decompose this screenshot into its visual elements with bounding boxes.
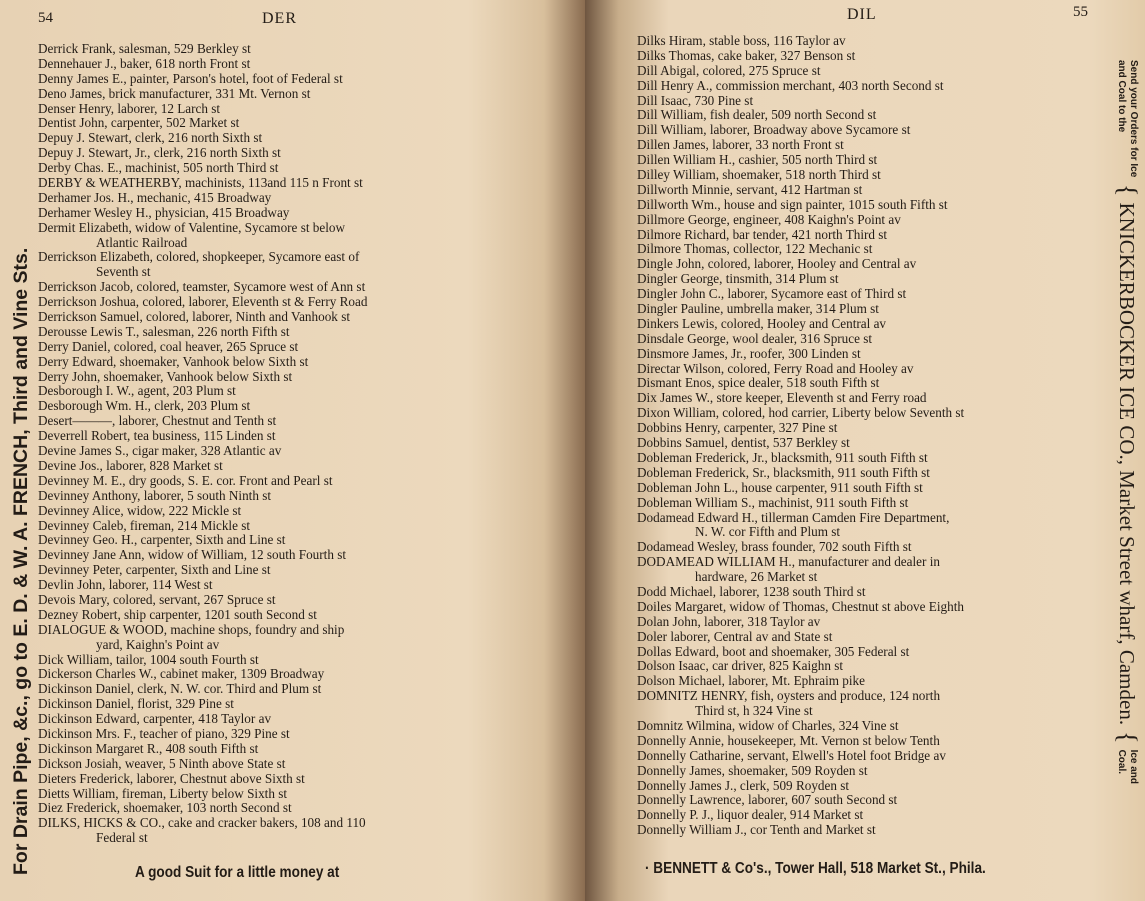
entry-line: Dill Isaac, 730 Pine st [637, 92, 754, 108]
entry-line: Devinney Peter, carpenter, Sixth and Line st [38, 562, 271, 578]
entry-line: Dickerson Charles W., cabinet maker, 1309 Broadway [38, 666, 325, 682]
entry-line: hardware, 26 Market st [695, 569, 818, 585]
entry-line: Dilmore Richard, bar tender, 421 north Third st [637, 226, 888, 242]
entry-line: Dickinson Daniel, clerk, N. W. cor. Third and Plum st [38, 681, 322, 697]
entry-line: Third st, h 324 Vine st [695, 703, 813, 719]
entry-line: Devinney Geo. H., carpenter, Sixth and Line st [38, 532, 286, 548]
entry-line: Dickinson Edward, carpenter, 418 Taylor av [38, 711, 272, 727]
brace-icon: { [1113, 731, 1142, 744]
entry-line: Donnelly P. J., liquor dealer, 914 Market st [637, 807, 864, 823]
entry-line: Desborough Wm. H., clerk, 203 Plum st [38, 398, 251, 414]
entry-line: Desert———, laborer, Chestnut and Tenth st [38, 413, 277, 429]
entry-line: Dilks Thomas, cake baker, 327 Benson st [637, 47, 856, 63]
entry-line: Dickinson Margaret R., 408 south Fifth st [38, 740, 259, 756]
entry-line: Dollas Edward, boot and shoemaker, 305 Federal st [637, 643, 910, 659]
side-advertisement [1112, 60, 1142, 792]
entry-line: Dill Abigal, colored, 275 Spruce st [637, 62, 821, 78]
entry-line: Denny James E., painter, Parson's hotel, foot of Federal st [38, 70, 343, 86]
page-number: 54 [38, 10, 53, 26]
entry-line: DILKS, HICKS & CO., cake and cracker bakers, 108 and 110 [38, 815, 366, 831]
entry-line: Diez Frederick, shoemaker, 103 north Second st [38, 800, 292, 816]
entry-line: Deno James, brick manufacturer, 331 Mt. Vernon st [38, 85, 311, 101]
entry-line: DIALOGUE & WOOD, machine shops, foundry and ship [38, 621, 345, 637]
entry-line: Dinsdale George, wool dealer, 316 Spruce st [637, 330, 873, 346]
entry-line: Dillen William H., cashier, 505 north Third st [637, 152, 878, 168]
entry-line: Dentist John, carpenter, 502 Market st [38, 115, 240, 131]
entry-line: Dinkers Lewis, colored, Hooley and Central av [637, 315, 887, 331]
entry-line: yard, Kaighn's Point av [96, 636, 220, 652]
entry-line: Dingler Pauline, umbrella maker, 314 Plum st [637, 301, 879, 317]
entry-line: Dingler George, tinsmith, 314 Plum st [637, 271, 839, 287]
entry-line: Dermit Elizabeth, widow of Valentine, Sycamore st below [38, 219, 346, 235]
entry-line: Dietts William, fireman, Liberty below Sixth st [38, 785, 288, 801]
entry-line: Directar Wilson, colored, Ferry Road and Hooley av [637, 360, 914, 376]
directory-entries [637, 34, 964, 838]
entry-line: Devine Jos., laborer, 828 Market st [38, 457, 223, 473]
page-number: 55 [1073, 4, 1088, 20]
entry-line: Dillmore George, engineer, 408 Kaighn's Point av [637, 211, 901, 227]
entry-line: Devinney Jane Ann, widow of William, 12 south Fourth st [38, 547, 347, 563]
entry-line: Derrickson Elizabeth, colored, shopkeeper, Sycamore east of [38, 249, 360, 265]
entry-line: Dill William, laborer, Broadway above Sycamore st [637, 122, 911, 138]
entry-line: Derrickson Jacob, colored, teamster, Sycamore west of Ann st [38, 279, 366, 295]
entry-line: DOMNITZ HENRY, fish, oysters and produce, 124 north [637, 688, 941, 704]
entry-line: Federal st [96, 830, 148, 846]
side-ad-main-text: KNICKERBOCKER ICE CO., Market Street wharf, Camden. [1115, 202, 1140, 726]
entry-line: Devlin John, laborer, 114 West st [38, 577, 213, 593]
entry-line: N. W. cor Fifth and Plum st [695, 524, 841, 540]
entry-line: DERBY & WEATHERBY, machinists, 113and 115 n Front st [38, 175, 363, 191]
entry-line: Devinney Caleb, fireman, 214 Mickle st [38, 517, 251, 533]
entry-line: Domnitz Wilmina, widow of Charles, 324 Vine st [637, 717, 899, 733]
entry-line: Dingle John, colored, laborer, Hooley and Central av [637, 256, 917, 272]
entry-line: Dolson Isaac, car driver, 825 Kaighn st [637, 658, 844, 674]
footer-advertisement: A good Suit for a little money at [135, 864, 340, 881]
entry-line: Dickson Josiah, weaver, 5 Ninth above State st [38, 755, 286, 771]
entry-line: Dezney Robert, ship carpenter, 1201 south Second st [38, 606, 317, 622]
entry-line: Dennehauer J., baker, 618 north Front st [38, 55, 251, 71]
entry-line: Derrickson Samuel, colored, laborer, Ninth and Vanhook st [38, 309, 350, 325]
entry-line: Dilks Hiram, stable boss, 116 Taylor av [637, 33, 846, 48]
entry-line: Dinsmore James, Jr., roofer, 300 Linden st [637, 345, 861, 361]
entry-line: Dobbins Henry, carpenter, 327 Pine st [637, 420, 838, 436]
entry-line: DODAMEAD WILLIAM H., manufacturer and dealer in [637, 554, 940, 570]
right-page [585, 0, 1145, 901]
side-ad-small-text: Send your Orders for Ice and Coal to the [1116, 60, 1139, 178]
entry-line: Dodamead Wesley, brass founder, 702 south Fifth st [637, 539, 912, 555]
entry-line: Dill William, fish dealer, 509 north Second st [637, 107, 877, 123]
entry-line: Donnelly Catharine, servant, Elwell's Hotel foot Bridge av [637, 747, 946, 763]
entry-line: Donnelly James J., clerk, 509 Royden st [637, 777, 850, 793]
entry-line: Devois Mary, colored, servant, 267 Spruce st [38, 591, 276, 607]
entry-line: Dismant Enos, spice dealer, 518 south Fifth st [637, 375, 880, 391]
entry-line: Derhamer Jos. H., mechanic, 415 Broadway [38, 189, 272, 205]
entry-line: Dobleman John L., house carpenter, 911 south Fifth st [637, 479, 923, 495]
entry-line: Devine James S., cigar maker, 328 Atlantic av [38, 443, 282, 459]
entry-line: Donnelly Annie, housekeeper, Mt. Vernon st below Tenth [637, 732, 940, 748]
side-advertisement: For Drain Pipe, &c., go to E. D. & W. A. FRENCH, Third and Vine Sts. [10, 247, 32, 875]
footer-advertisement: · BENNETT & Co's., Tower Hall, 518 Market St., Phila. [645, 860, 986, 877]
entry-line: Donnelly William J., cor Tenth and Market st [637, 822, 876, 838]
entry-line: Derhamer Wesley H., physician, 415 Broadway [38, 204, 290, 220]
entry-line: Derry Edward, shoemaker, Vanhook below Sixth st [38, 353, 309, 369]
entry-line: Doiles Margaret, widow of Thomas, Chestnut st above Eighth [637, 598, 964, 614]
directory-entries [38, 42, 367, 846]
entry-line: Derrick Frank, salesman, 529 Berkley st [38, 41, 251, 56]
entry-line: Denser Henry, laborer, 12 Larch st [38, 100, 221, 116]
entry-line: Dixon William, colored, hod carrier, Liberty below Seventh st [637, 405, 965, 421]
entry-line: Derry Daniel, colored, coal heaver, 265 Spruce st [38, 338, 299, 354]
entry-line: Dillworth Wm., house and sign painter, 1015 south Fifth st [637, 196, 948, 212]
entry-line: Desborough I. W., agent, 203 Plum st [38, 383, 236, 399]
entry-line: Dolan John, laborer, 318 Taylor av [637, 613, 821, 629]
entry-line: Dickinson Daniel, florist, 329 Pine st [38, 696, 234, 712]
running-header: DER [262, 10, 297, 27]
entry-line: Dix James W., store keeper, Eleventh st and Ferry road [637, 390, 927, 406]
running-header: DIL [847, 6, 877, 23]
entry-line: Derry John, shoemaker, Vanhook below Sixth st [38, 368, 293, 384]
entry-line: Dodd Michael, laborer, 1238 south Third st [637, 583, 866, 599]
entry-line: Dobleman Frederick, Sr., blacksmith, 911 south Fifth st [637, 464, 930, 480]
entry-line: Depuy J. Stewart, Jr., clerk, 216 north Sixth st [38, 145, 281, 161]
entry-line: Devinney M. E., dry goods, S. E. cor. Front and Pearl st [38, 472, 333, 488]
entry-line: Atlantic Railroad [96, 234, 188, 250]
entry-line: Depuy J. Stewart, clerk, 216 north Sixth st [38, 130, 263, 146]
entry-line: Dolson Michael, laborer, Mt. Ephraim pike [637, 673, 865, 689]
entry-line: Dickinson Mrs. F., teacher of piano, 329 Pine st [38, 725, 290, 741]
entry-line: Dilley William, shoemaker, 518 north Third st [637, 167, 881, 183]
entry-line: Derousse Lewis T., salesman, 226 north Fifth st [38, 323, 290, 339]
entry-line: Deverrell Robert, tea business, 115 Linden st [38, 428, 276, 444]
entry-line: Dill Henry A., commission merchant, 403 north Second st [637, 77, 944, 93]
entry-line: Dillen James, laborer, 33 north Front st [637, 137, 844, 153]
entry-line: Doler laborer, Central av and State st [637, 628, 833, 644]
side-ad-end-text: Ice and Coal. [1116, 749, 1139, 785]
entry-line: Donnelly James, shoemaker, 509 Royden st [637, 762, 868, 778]
entry-line: Derby Chas. E., machinist, 505 north Third st [38, 160, 279, 176]
entry-line: Dick William, tailor, 1004 south Fourth st [38, 651, 259, 667]
entry-line: Dobleman Frederick, Jr., blacksmith, 911 south Fifth st [637, 449, 928, 465]
brace-icon: { [1113, 184, 1142, 197]
entry-line: Dobbins Samuel, dentist, 537 Berkley st [637, 435, 850, 451]
entry-line: Devinney Anthony, laborer, 5 south Ninth st [38, 487, 272, 503]
entry-line: Derrickson Joshua, colored, laborer, Eleventh st & Ferry Road [38, 294, 368, 310]
entry-line: Dillworth Minnie, servant, 412 Hartman st [637, 181, 863, 197]
entry-line: Dodamead Edward H., tillerman Camden Fire Department, [637, 509, 950, 525]
entry-line: Seventh st [96, 264, 151, 280]
entry-line: Dingler John C., laborer, Sycamore east of Third st [637, 286, 907, 302]
entry-line: Dobleman William S., machinist, 911 south Fifth st [637, 494, 909, 510]
entry-line: Dilmore Thomas, collector, 122 Mechanic st [637, 241, 873, 257]
entry-line: Dieters Frederick, laborer, Chestnut above Sixth st [38, 770, 305, 786]
entry-line: Devinney Alice, widow, 222 Mickle st [38, 502, 242, 518]
entry-line: Donnelly Lawrence, laborer, 607 south Second st [637, 792, 898, 808]
